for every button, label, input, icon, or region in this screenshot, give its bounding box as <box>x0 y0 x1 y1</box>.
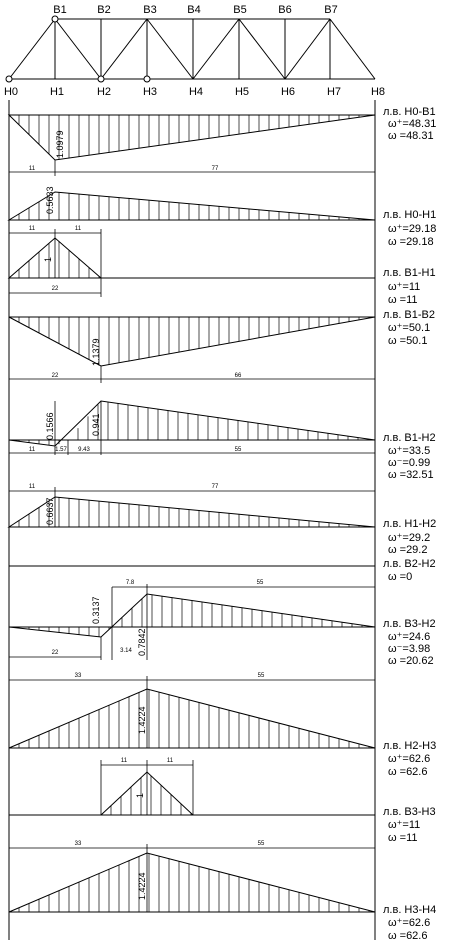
end-post-right <box>330 19 375 79</box>
hinge-b1 <box>52 16 58 22</box>
omega-total: ω =11 <box>388 294 418 306</box>
dim-label: 55 <box>257 673 265 679</box>
node-label-h3: H3 <box>142 86 158 98</box>
node-label-h7: H7 <box>326 86 342 98</box>
omega-total: ω =48.31 <box>388 130 434 142</box>
dim-label: 11 <box>28 226 36 232</box>
hinge-h3 <box>144 76 150 82</box>
omega-total: ω =11 <box>388 832 418 844</box>
hatching <box>19 115 359 159</box>
hatching <box>19 317 369 365</box>
diagonal-b1-h2 <box>55 19 101 79</box>
hatching <box>78 402 358 440</box>
dim-label: 7.8 <box>125 580 135 586</box>
hatching <box>19 627 109 637</box>
peak-value: 0.941 <box>91 413 101 436</box>
diagonal-h4-b5 <box>193 19 239 79</box>
hatching <box>19 241 99 278</box>
hatching <box>111 776 191 815</box>
dim-label: 33 <box>74 673 82 679</box>
influence-line-b1-b2 <box>9 309 435 383</box>
peak-value: 0.3137 <box>91 596 101 624</box>
node-label-b6: B6 <box>278 4 292 16</box>
hatching <box>19 854 369 912</box>
diagonal-h2-b3 <box>101 19 147 79</box>
caption: л.в. B1-H2 <box>383 432 436 444</box>
influence-line-h2-h3 <box>9 673 436 778</box>
influence-line-h0-h1 <box>9 186 436 248</box>
omega-plus: ω⁺=29.18 <box>388 223 437 235</box>
omega-total: ω =29.18 <box>388 236 434 248</box>
dim-label: 11 <box>120 758 128 764</box>
dim-label: 55 <box>256 580 264 586</box>
peak-value: 1 <box>43 256 53 262</box>
caption: л.в. H1-H2 <box>383 518 437 530</box>
node-label-h1: H1 <box>49 86 65 98</box>
caption: л.в. B3-H2 <box>383 618 436 630</box>
dim-label: 55 <box>257 841 265 847</box>
omega-plus: ω⁺=11 <box>388 819 421 831</box>
omega-plus: ω⁺=24.6 <box>388 631 431 643</box>
node-label-b4: B4 <box>187 4 201 16</box>
caption: л.в. H0-H1 <box>383 209 437 221</box>
peak-value: 0.6637 <box>45 497 55 525</box>
influence-area <box>9 853 375 912</box>
influence-line-h1-h2 <box>9 484 436 556</box>
node-label-h4: H4 <box>188 86 204 98</box>
node-label-b5: B5 <box>233 4 247 16</box>
peak-value: 0.5633 <box>45 186 55 214</box>
node-label-b7: B7 <box>324 4 338 16</box>
hatching <box>19 192 359 220</box>
omega-plus: ω⁺=62.6 <box>388 917 431 929</box>
omega-plus: ω⁺=29.2 <box>388 532 431 544</box>
truss <box>4 4 385 98</box>
omega-minus: ω⁻=0.99 <box>388 457 431 469</box>
dim-label: 1.57 <box>55 447 67 453</box>
caption: л.в. B3-H3 <box>383 806 436 818</box>
omega-total: ω =50.1 <box>388 335 428 347</box>
peak-value: 0.7842 <box>137 628 147 656</box>
end-post-left <box>9 19 55 79</box>
influence-area <box>9 689 375 748</box>
caption: л.в. H2-H3 <box>383 740 437 752</box>
hinge-h0 <box>6 76 12 82</box>
caption: л.в. B1-H1 <box>383 267 436 279</box>
caption: л.в. H3-H4 <box>383 904 437 916</box>
dim-label: 66 <box>234 373 242 379</box>
dim-label: 22 <box>51 650 59 656</box>
dim-label: 55 <box>234 447 242 453</box>
caption: л.в. B2-H2 <box>383 558 436 570</box>
influence-line-b3-h2 <box>9 580 436 667</box>
caption: л.в. H0-B1 <box>383 106 436 118</box>
influence-line-b1-h1 <box>9 226 436 306</box>
dim-label: 11 <box>28 166 36 172</box>
omega-plus: ω⁺=33.5 <box>388 445 431 457</box>
influence-area <box>9 317 375 366</box>
peak-value: 1 <box>135 792 145 798</box>
influence-area <box>9 192 375 220</box>
omega-total: ω =62.6 <box>388 930 428 942</box>
node-label-h5: H5 <box>234 86 250 98</box>
dim-label: 9.43 <box>78 447 90 453</box>
omega-total: ω =20.62 <box>388 655 434 667</box>
influence-line-h0-b1 <box>9 106 436 176</box>
dim-label: 11 <box>166 758 174 764</box>
omega-plus: ω⁺=48.31 <box>388 118 437 130</box>
omega-total: ω =29.2 <box>388 544 428 556</box>
influence-line-b1-h2 <box>9 401 436 481</box>
omega-plus: ω⁺=50.1 <box>388 322 431 334</box>
dim-label: 11 <box>28 484 36 490</box>
diagonal-b3-h4 <box>147 19 193 79</box>
node-label-h0: H0 <box>3 86 19 98</box>
omega-plus: ω⁺=11 <box>388 281 421 293</box>
hatching <box>19 690 369 748</box>
dim-label: 11 <box>28 447 36 453</box>
dim-label: 22 <box>51 373 59 379</box>
node-label-b1: B1 <box>53 4 67 16</box>
peak-value: 1.0979 <box>55 130 65 158</box>
influence-line-b3-h3 <box>9 758 436 844</box>
omega-total: ω =32.51 <box>388 469 434 481</box>
influence-line-b2-h2 <box>9 558 436 583</box>
node-label-h8: H8 <box>370 86 386 98</box>
dim-label: 33 <box>74 841 82 847</box>
diagonal-h6-b7 <box>285 19 330 79</box>
caption: л.в. B1-B2 <box>383 309 436 321</box>
influence-area <box>9 497 375 527</box>
node-label-h6: H6 <box>280 86 296 98</box>
omega-minus: ω⁻=3.98 <box>388 643 431 655</box>
node-label-b3: B3 <box>143 4 157 16</box>
dim-label: 22 <box>51 286 59 292</box>
node-label-h2: H2 <box>96 86 112 98</box>
diagonal-b5-h6 <box>239 19 285 79</box>
influence-line-h3-h4 <box>9 841 436 942</box>
omega-total: ω =0 <box>388 571 413 583</box>
hatching <box>122 595 362 627</box>
dim-label: 77 <box>211 166 219 172</box>
hatching <box>19 497 359 527</box>
dim-label: 3.14 <box>120 648 132 654</box>
dim-label: 11 <box>74 226 82 232</box>
omega-plus: ω⁺=62.6 <box>388 753 431 765</box>
peak-value: 0.1566 <box>45 412 55 440</box>
peak-value: 1.4224 <box>137 872 147 900</box>
peak-value: 1.4224 <box>137 706 147 734</box>
peak-value: 1.1379 <box>91 338 101 366</box>
node-label-b2: B2 <box>97 4 111 16</box>
omega-total: ω =62.6 <box>388 766 428 778</box>
hinge-h2 <box>98 76 104 82</box>
influence-area <box>9 401 375 446</box>
dim-label: 77 <box>211 484 219 490</box>
